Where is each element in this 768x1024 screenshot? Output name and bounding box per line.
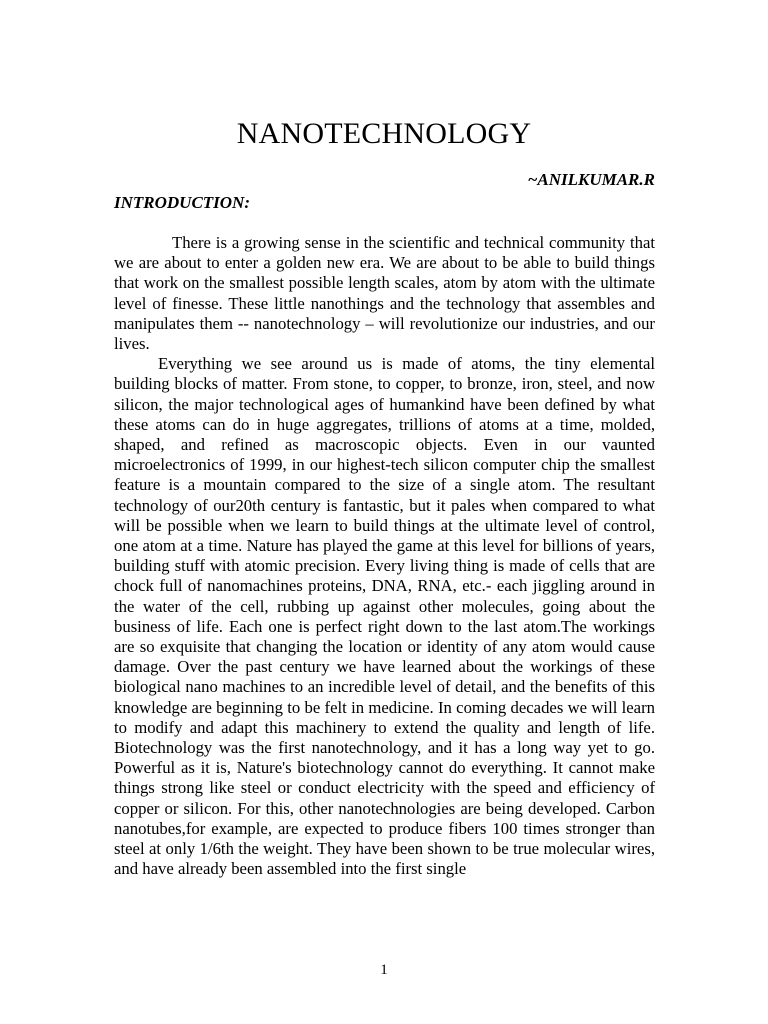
- document-title: NANOTECHNOLOGY: [236, 117, 532, 150]
- author-name: ~ANILKUMAR.R: [527, 170, 655, 189]
- paragraph-1: There is a growing sense in the scientific and technical community that we are about to enter a golden new era. We are about to be able to build things that work on the smallest possible length scales, atom by atom with the ultimate level of finesse. These little nanothings and the technology that assembles and manipulates them -- nanotechnology – will revolutionize our industries, and our lives.: [114, 233, 655, 354]
- page-number: 1: [380, 962, 388, 978]
- body-text: [114, 233, 655, 880]
- section-heading: INTRODUCTION:: [114, 193, 250, 212]
- paragraph-2: Everything we see around us is made of atoms, the tiny elemental building blocks of matter. From stone, to copper, to bronze, iron, steel, and now silicon, the major technological ages of humankind have been defined by what these atoms can do in huge aggregates, trillions of atoms at a time, molded, shaped, and refined as macroscopic objects. Even in our vaunted microelectronics of 1999, in our highest-tech silicon computer chip the smallest feature is a mountain compared to the size of a single atom. The resultant technology of our20th century is fantastic, but it pales when compared to what will be possible when we learn to build things at the ultimate level of control, one atom at a time. Nature has played the game at this level for billions of years, building stuff with atomic precision. Every living thing is made of cells that are chock full of nanomachines proteins, DNA, RNA, etc.- each jiggling around in the water of the cell, rubbing up against other molecules, going about the business of life. Each one is perfect right down to the last atom.The workings are so exquisite that changing the location or identity of any atom would cause damage. Over the past century we have learned about the workings of these biological nano machines to an incredible level of detail, and the benefits of this knowledge are beginning to be felt in medicine. In coming decades we will learn to modify and adapt this machinery to extend the quality and length of life. Biotechnology was the first nanotechnology, and it has a long way yet to go. Powerful as it is, Nature's biotechnology cannot do everything. It cannot make things strong like steel or conduct electricity with the speed and efficiency of copper or silicon. For this, other nanotechnologies are being developed. Carbon nanotubes,for example, are expected to produce fibers 100 times stronger than steel at only 1/6th the weight. They have been shown to be true molecular wires, and have already been assembled into the first single: [114, 354, 655, 879]
